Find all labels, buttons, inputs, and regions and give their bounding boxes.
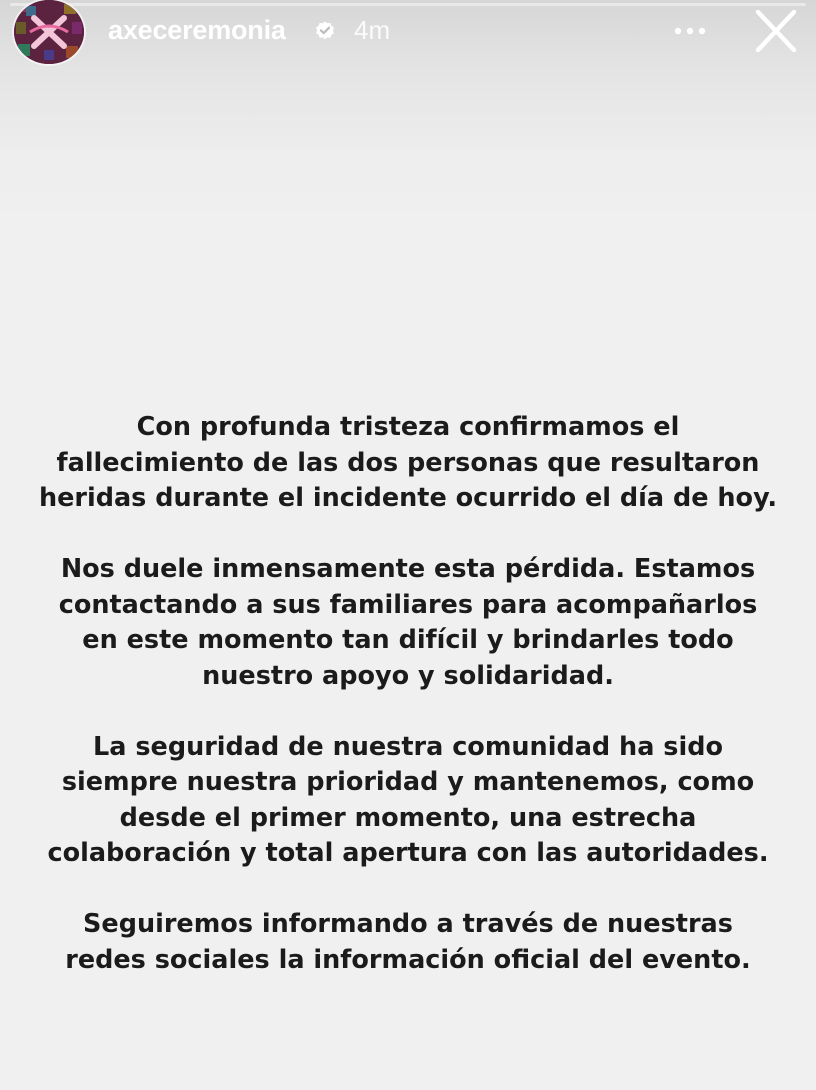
close-icon bbox=[748, 6, 804, 56]
post-timestamp: 4m bbox=[354, 15, 391, 45]
close-button[interactable] bbox=[748, 6, 804, 56]
avatar[interactable] bbox=[14, 0, 84, 64]
verified-badge-icon bbox=[314, 20, 336, 42]
statement-paragraph-2: Nos duele inmensamente esta pérdida. Estamos contactando a sus familiares para acompañarlos en este momento tan difícil y brindarles todo nuestro apoyo y solidaridad. bbox=[58, 554, 758, 691]
statement-paragraph-1: Con profunda tristeza confirmamos el fallecimiento de las dos personas que resultaron heridas durante el incidente ocurrido el día de hoy. bbox=[38, 412, 778, 513]
username[interactable]: axeceremonia bbox=[108, 15, 286, 45]
statement-paragraph-4: Seguiremos informando a través de nuestras redes sociales la información oficial del evento. bbox=[65, 909, 751, 975]
avatar-logo-icon bbox=[14, 0, 84, 64]
more-horizontal-icon bbox=[668, 16, 712, 46]
story-header bbox=[0, 0, 816, 64]
more-options-button[interactable] bbox=[668, 16, 712, 46]
statement-paragraph-3: La seguridad de nuestra comunidad ha sido siempre nuestra prioridad y mantenemos, como desde el primer momento, una estrecha colaboración y total apertura con las autoridades. bbox=[47, 731, 769, 868]
story-statement-text bbox=[20, 410, 796, 978]
